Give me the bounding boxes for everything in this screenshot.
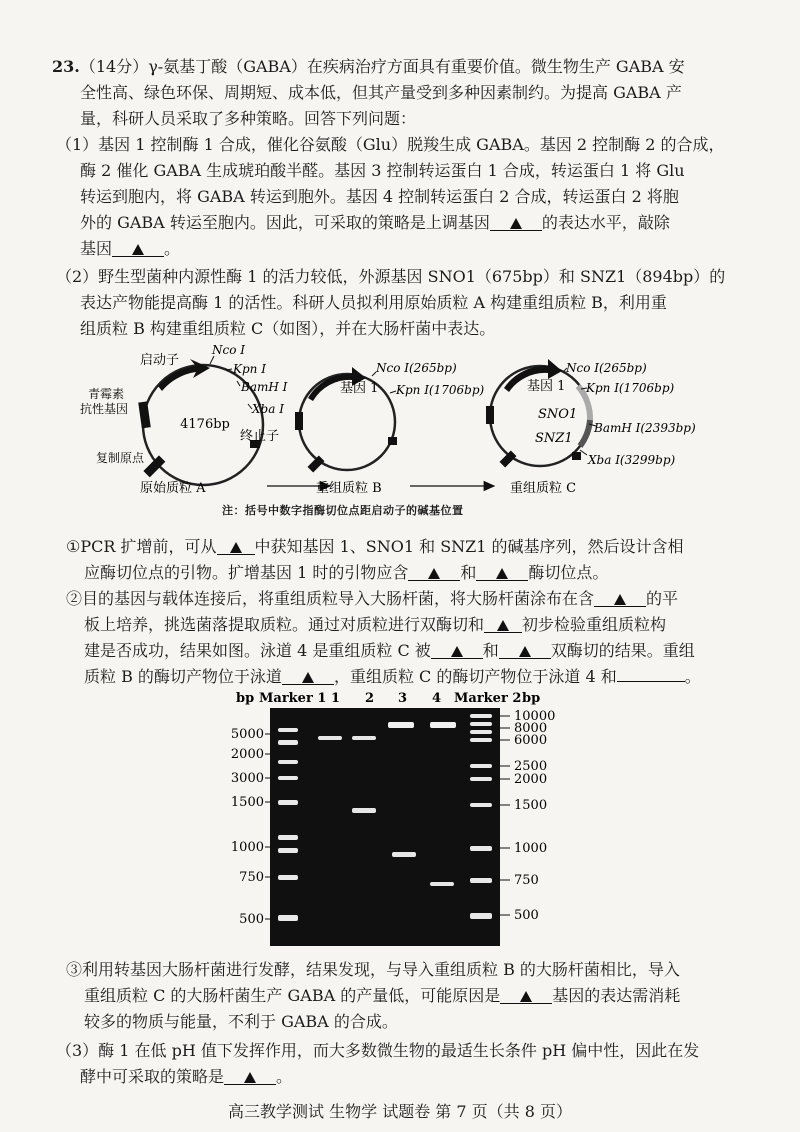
gel-right-header: bp	[522, 691, 541, 706]
sub3-line-3: 较多的物质与能量，不利于 GABA 的合成。	[84, 1012, 398, 1031]
question-intro-1: γ-氨基丁酸（GABA）在疾病治疗方面具有重要价值。微生物生产 GABA 安	[148, 57, 685, 76]
answer-blank	[224, 1070, 276, 1085]
triangle-icon	[244, 1072, 256, 1083]
site-kpn-a: Kpn Ⅰ	[233, 362, 266, 376]
part1-line-4a: 外的 GABA 转运至胞内。因此，可采取的策略是上调基因	[80, 213, 490, 232]
site-nco-c: Nco Ⅰ(265bp)	[566, 361, 647, 375]
part1-line-4b: 的表达水平，敲除	[541, 213, 670, 232]
sub2-line-2a: 板上培养，挑选菌落提取质粒。通过对质粒进行双酶切和	[84, 615, 485, 634]
plasmid-c-caption: 重组质粒 C	[510, 481, 577, 496]
sub3-line-2a: 重组质粒 C 的大肠杆菌生产 GABA 的产量低，可能原因是	[84, 986, 501, 1005]
right-tick-8000: 8000	[514, 721, 548, 736]
site-nco-b: Nco Ⅰ(265bp)	[376, 361, 457, 375]
left-tick-500: 500	[239, 912, 264, 927]
right-tick-2000: 2000	[514, 772, 548, 787]
gel-left-ticks	[231, 727, 264, 927]
sub2-line-4b: ，重组质粒 C 的酶切产物位于泳道 4 和	[333, 667, 617, 686]
sub3-line-2b: 基因的表达需消耗	[552, 986, 681, 1005]
plasmid-a-size: 4176bp	[180, 417, 230, 432]
triangle-icon	[520, 991, 532, 1002]
left-tick-1000: 1000	[230, 840, 264, 855]
site-nco-a: Nco Ⅰ	[212, 343, 245, 357]
question-intro-2: 全性高、绿色环保、周期短、成本低，但其产量受到多种因素制约。为提高 GABA 产	[80, 83, 682, 102]
sub2-line-4a: 质粒 B 的酶切产物位于泳道	[84, 667, 282, 686]
figure-note: 注：括号中数字指酶切位点距启动子的碱基位置	[222, 504, 464, 517]
site-bam-c: BamH Ⅰ(2393bp)	[594, 421, 696, 435]
right-tick-6000: 6000	[514, 733, 548, 748]
left-tick-3000: 3000	[230, 771, 264, 786]
plasmid-b-caption: 重组质粒 B	[316, 481, 382, 496]
lane-2-band-top	[352, 736, 376, 740]
site-xba-c: Xba Ⅰ(3299bp)	[588, 453, 676, 467]
part3-line-2	[80, 1064, 292, 1090]
terminator-label: 终止子	[240, 429, 280, 444]
gel-marker2-label: Marker 2	[454, 691, 522, 706]
question-points: （14分）	[79, 57, 149, 76]
sub2-line-3c: 双酶切的结果。重组	[550, 641, 695, 660]
page-footer: 高三教学测试 生物学 试题卷 第 7 页（共 8 页）	[228, 1102, 572, 1121]
left-tick-2000: 2000	[230, 747, 264, 762]
lane-3-band-top	[388, 722, 414, 728]
sub1-line-2c: 酶切位点。	[528, 563, 609, 582]
left-tick-5000: 5000	[230, 727, 264, 742]
gel-lane-1-label: 1	[331, 691, 341, 706]
site-bam-a: BamH Ⅰ	[241, 380, 288, 394]
lane-4-band-top	[430, 722, 456, 728]
lane-3-band-bottom	[392, 852, 416, 857]
left-tick-750: 750	[239, 870, 264, 885]
part1-line-5b: 。	[164, 239, 181, 258]
part3-line-1: （3）酶 1 在低 pH 值下发挥作用，而大多数微生物的最适生长条件 pH 偏中性，因此在发	[56, 1041, 700, 1060]
sub3-line-1: ③利用转基因大肠杆菌进行发酵，结果发现，与导入重组质粒 B 的大肠杆菌相比，导入	[66, 960, 680, 979]
origin-label: 复制原点	[96, 451, 145, 465]
lane-1-band	[318, 736, 342, 740]
gene1-label-c: 基因 1	[527, 379, 566, 394]
lane-2-band-bottom	[352, 808, 376, 813]
part1-line-1: （1）基因 1 控制酶 1 合成，催化谷氨酸（Glu）脱羧生成 GABA。基因 2 控制酶 2 的合成，	[56, 135, 725, 154]
gel-body	[270, 708, 500, 946]
left-tick-1500: 1500	[230, 795, 264, 810]
sno1-label: SNO1	[538, 407, 578, 422]
sub2-line-3a: 建是否成功，结果如图。泳道 4 是重组质粒 C 被	[84, 641, 431, 660]
right-tick-1000: 1000	[514, 841, 548, 856]
question-intro-3: 量，科研人员采取了多种策略。回答下列问题：	[80, 109, 417, 128]
right-tick-500: 500	[514, 908, 539, 923]
gene1-label-b: 基因 1	[340, 381, 379, 396]
part2-line-2: 表达产物能提高酶 1 的活性。科研人员拟利用原始质粒 A 构建重组质粒 B，利用重	[80, 293, 667, 312]
sub1-line-2a: 应酶切位点的引物。扩增基因 1 时的引物应含	[84, 563, 409, 582]
part1-line-2: 酶 2 催化 GABA 生成琥珀酸半醛。基因 3 控制转运蛋白 1 合成，转运蛋白 1 将 Glu	[80, 161, 685, 180]
part3-line-2a: 酵中可采取的策略是	[80, 1067, 225, 1086]
answer-blank	[500, 989, 552, 1004]
lane-4-band-bottom	[430, 882, 454, 886]
sub2-line-3b: 和	[482, 641, 499, 660]
question-number: 23.	[52, 57, 80, 76]
sub2-line-4c: 。	[684, 667, 701, 686]
right-tick-10000: 10000	[514, 709, 556, 724]
sub1-line-2b: 和	[460, 563, 477, 582]
sub2-line-2b: 初步检验重组质粒构	[522, 615, 667, 634]
right-tick-750: 750	[514, 873, 539, 888]
gel-lane-4-label: 4	[432, 691, 442, 706]
part2-line-1: （2）野生型菌种内源性酶 1 的活力较低，外源基因 SNO1（675bp）和 SNZ1（894bp）的	[56, 267, 726, 286]
part3-line-2b: 。	[276, 1067, 293, 1086]
site-kpn-b: Kpn Ⅰ(1706bp)	[396, 383, 485, 397]
promoter-label: 启动子	[140, 353, 180, 368]
snz1-label: SNZ1	[535, 431, 573, 446]
sub3-line-2	[84, 983, 680, 1009]
resistance-label-1: 青霉素	[88, 387, 125, 401]
plasmid-a-caption: 原始质粒 A	[140, 481, 206, 496]
sub2-line-1a: ②目的基因与载体连接后，将重组质粒导入大肠杆菌，将大肠杆菌涂布在含	[66, 589, 595, 608]
site-xba-a: Xba Ⅰ	[252, 402, 284, 416]
gel-right-ticks	[514, 709, 555, 923]
gel-marker1-label: Marker 1	[259, 691, 327, 706]
gel-left-header: bp	[236, 691, 255, 706]
part2-line-3: 组质粒 B 构建重组质粒 C（如图），并在大肠杆菌中表达。	[80, 319, 496, 338]
gel-lane-3-label: 3	[398, 691, 408, 706]
part1-line-5a: 基因	[80, 239, 113, 258]
resistance-label-2: 抗性基因	[80, 402, 129, 416]
sub1-line-1b: 中获知基因 1、SNO1 和 SNZ1 的碱基序列，然后设计含相	[254, 537, 684, 556]
gel-lane-2-label: 2	[365, 691, 375, 706]
site-kpn-c: Kpn Ⅰ(1706bp)	[586, 381, 675, 395]
right-tick-1500: 1500	[514, 798, 548, 813]
part1-line-3: 转运到胞内，将 GABA 转运到胞外。基因 4 控制转运蛋白 2 合成，转运蛋白 2 将胞	[80, 187, 679, 206]
sub1-line-1a: ①PCR 扩增前，可从	[66, 537, 217, 556]
sub2-line-1b: 的平	[646, 589, 679, 608]
right-tick-2500: 2500	[514, 759, 548, 774]
